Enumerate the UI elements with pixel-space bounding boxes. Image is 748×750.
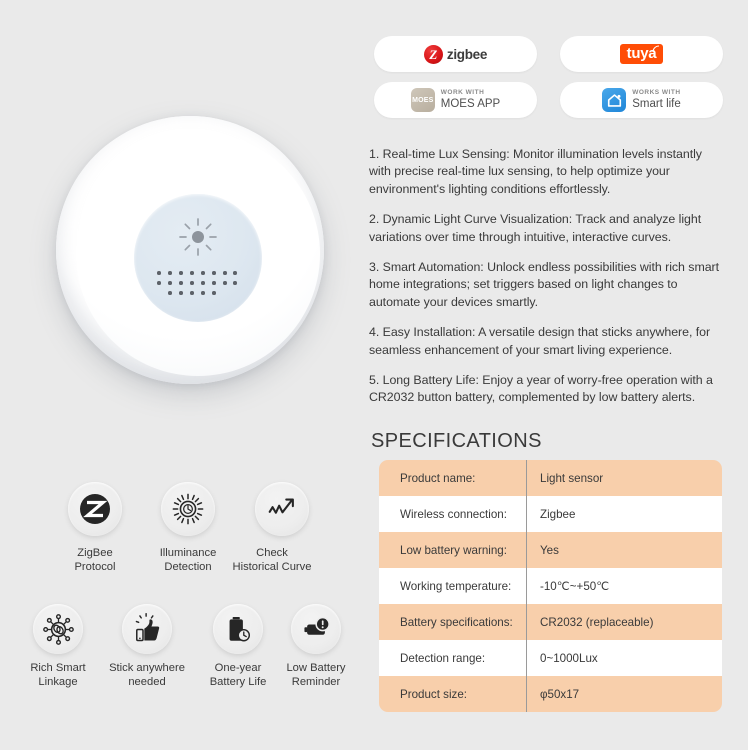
thumb-up-icon (131, 613, 163, 645)
caption-line-1: One-year (214, 662, 262, 674)
zigbee-protocol-icon-badge (68, 482, 122, 536)
spec-value: 0~1000Lux (526, 640, 722, 676)
table-row (379, 568, 722, 604)
spec-key: Low battery warning: (400, 543, 507, 557)
smart-life-house-icon (602, 88, 626, 112)
spec-key: Product name: (400, 471, 476, 485)
spec-value: CR2032 (replaceable) (526, 604, 722, 640)
spec-key: Detection range: (400, 651, 486, 665)
badge-tuya[interactable] (560, 36, 723, 72)
wifi-arc-icon (652, 45, 660, 53)
sun-clock-icon (171, 492, 205, 526)
trend-arrow-icon (265, 492, 299, 526)
compatibility-badges (374, 36, 724, 120)
feature-paragraph: 2. Dynamic Light Curve Visualization: Track and analyze light variations over time through intuitive, interactive curves. (369, 212, 702, 244)
feature-paragraph: 1. Real-time Lux Sensing: Monitor illumination levels instantly with precise real-time lux sensing, to help optimize your environment's lighting conditions effortlessly. (369, 147, 702, 196)
spec-value: Yes (526, 532, 722, 568)
caption-line-1: Rich Smart (30, 662, 86, 674)
caption-line-2: Reminder (291, 675, 341, 688)
caption-line-1: Low Battery (286, 662, 346, 674)
feature-icon-row-1 (0, 470, 360, 580)
rich-smart-linkage-icon-badge (33, 604, 83, 654)
device-face-panel (134, 194, 262, 322)
illuminance-detection-icon-badge (161, 482, 215, 536)
feature-paragraph: 4. Easy Installation: A versatile design that sticks anywhere, for seamless enhancement of your smart living experience. (369, 325, 711, 357)
spec-value: φ50x17 (526, 676, 722, 712)
caption-line-2: needed (128, 675, 166, 688)
spec-value: -10℃~+50℃ (526, 568, 722, 604)
caption-line-2: Detection (164, 560, 212, 573)
feature-paragraph: 3. Smart Automation: Unlock endless possibilities with rich smart home integrations; set triggers based on light changes to automate your devices smartly. (369, 260, 720, 309)
product-image (48, 108, 334, 394)
network-link-icon (42, 613, 75, 646)
caption-line-2: Protocol (74, 560, 116, 573)
badge-moes-eyebrow: WORK WITH (440, 89, 485, 97)
caption-line-1: ZigBee (77, 547, 113, 559)
caption-line-2: Linkage (38, 675, 78, 688)
tuya-logo-icon: tuya (620, 44, 664, 64)
spec-key: Working temperature: (400, 579, 512, 593)
badge-zigbee-label: zigbee (446, 46, 488, 62)
spec-value: Light sensor (526, 460, 722, 496)
spec-key: Battery specifications: (400, 615, 513, 629)
badge-zigbee[interactable] (374, 36, 537, 72)
badge-smart-life-label: Smart life (632, 97, 681, 110)
table-row (379, 532, 722, 568)
table-row (379, 604, 722, 640)
battery-alert-icon (300, 613, 332, 645)
badge-moes-label: MOES APP (440, 97, 501, 110)
one-year-battery-icon-badge (213, 604, 263, 654)
spec-key: Wireless connection: (400, 507, 507, 521)
feature-icon-row-2 (0, 596, 360, 706)
battery-clock-icon (222, 613, 254, 645)
icon-caption (262, 662, 370, 689)
table-row (379, 676, 722, 712)
specifications-table (379, 460, 722, 712)
moes-app-icon: MOES (411, 88, 435, 112)
caption-line-1: Check (256, 547, 288, 559)
feature-description-list (369, 146, 725, 420)
badge-moes-app[interactable] (374, 82, 537, 118)
device-body (56, 116, 324, 384)
dot-matrix-vents (153, 269, 243, 303)
caption-line-1: Illuminance (159, 547, 217, 559)
low-battery-reminder-icon-badge (291, 604, 341, 654)
feature-paragraph: 5. Long Battery Life: Enjoy a year of worry-free operation with a CR2032 button battery, complemented by low battery alerts. (369, 373, 713, 405)
historical-curve-icon-badge (255, 482, 309, 536)
spec-key: Product size: (400, 687, 468, 701)
table-row (379, 460, 722, 496)
caption-line-2: Historical Curve (232, 560, 312, 573)
spec-value: Zigbee (526, 496, 722, 532)
specifications-heading: SPECIFICATIONS (371, 430, 542, 452)
badge-smart-life-eyebrow: WORKS WITH (632, 89, 681, 97)
stick-anywhere-icon-badge (122, 604, 172, 654)
caption-line-2: Battery Life (209, 675, 267, 688)
table-row (379, 640, 722, 676)
badge-smart-life[interactable] (560, 82, 723, 118)
sun-icon (173, 212, 223, 262)
zigbee-logo-icon: Z (424, 45, 443, 64)
caption-line-1: Stick anywhere (109, 662, 185, 674)
icon-caption (212, 547, 332, 574)
zigbee-icon (78, 492, 112, 526)
table-row (379, 496, 722, 532)
